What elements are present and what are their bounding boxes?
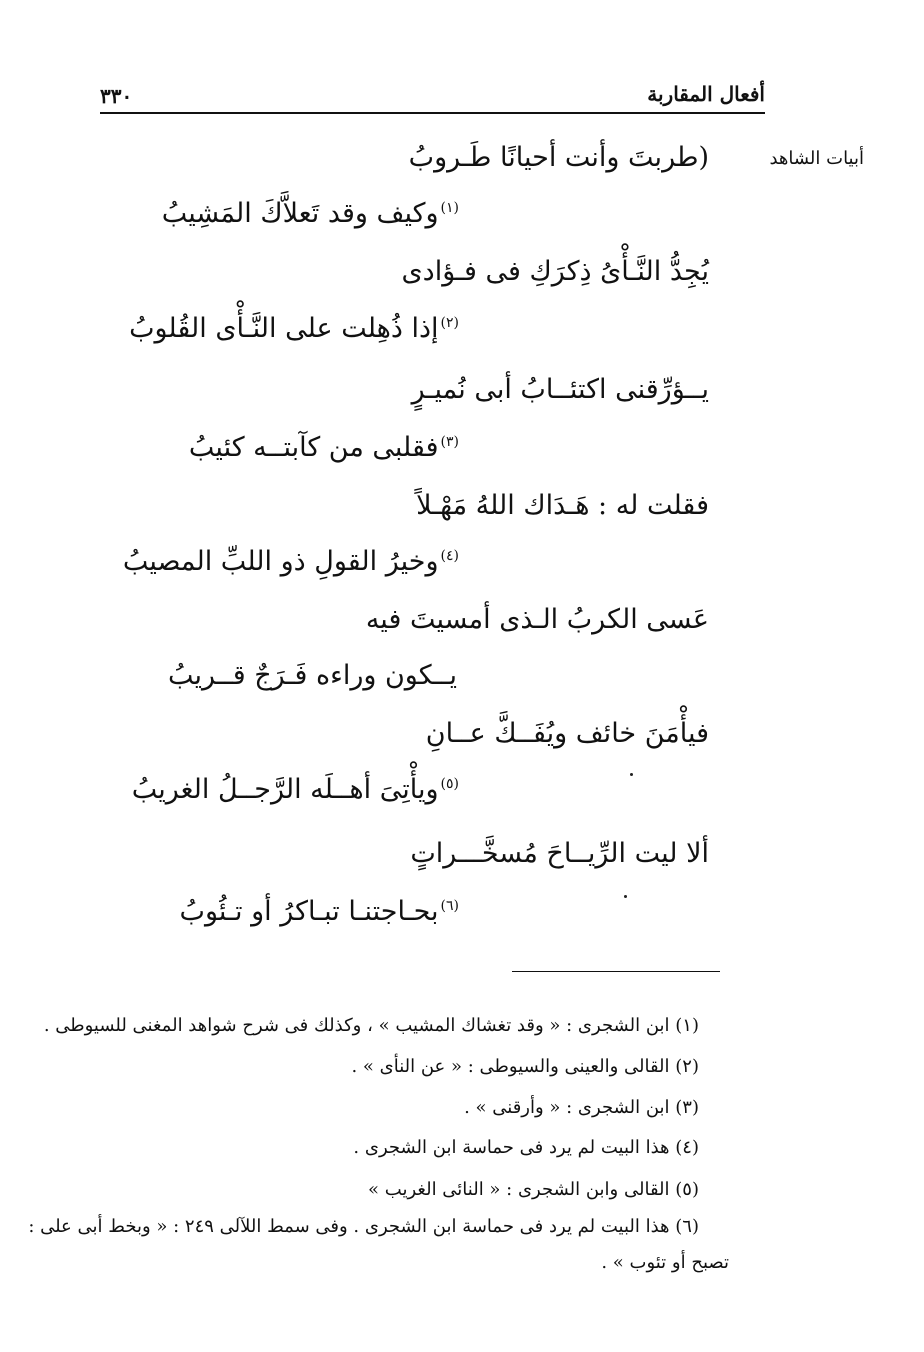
footnote: (٥) القالى وابن الشجرى : « النائى الغريب »	[368, 1179, 699, 1200]
verse-line: فقلت له : هَـدَاك اللهُ مَهْـلاً	[416, 490, 709, 521]
footnote: (٣) ابن الشجرى : « وأرقنى » .	[464, 1097, 699, 1118]
verse-line: فيأْمَنَ خائف ويُفَــكَّ عــانِ	[425, 718, 709, 749]
speck	[624, 895, 627, 898]
footnote: (٢) القالى والعينى والسيوطى : « عن النأى » .	[351, 1056, 699, 1077]
verse-line: $^{(٥)}$ويأْتِىَ أهــلَه الرَّجــلُ الغريبُ	[131, 774, 459, 805]
verse-line: $^{(٢)}$إذا ذُهِلت على النَّـأْى القُلوبُ	[129, 313, 459, 344]
footnote: (١) ابن الشجرى : « وقد تغشاك المشيب » ، وكذلك فى شرح شواهد المغنى للسيوطى .	[43, 1015, 699, 1036]
verse-line: $^{(٤)}$وخيرُ القولِ ذو اللبِّ المصيبُ	[122, 546, 459, 577]
footnote: (٦) هذا البيت لم يرد فى حماسة ابن الشجرى . وفى سمط اللآلى ٢٤٩ : « وبخط أبى على :	[28, 1216, 699, 1237]
verse-line: يُجِدُّ النَّـأْىُ ذِكرَكِ فى فـؤادى	[401, 256, 709, 287]
verse-line: عَسى الكربُ الـذى أمسيتَ فيه	[365, 604, 709, 635]
verse-line: $^{(١)}$وكيف وقد تَعلاَّكَ المَشِيبُ	[161, 198, 459, 229]
verse-line: $^{(٦)}$بحـاجتنـا تبـاكرُ أو تـئُوبُ	[179, 896, 459, 927]
verse-line: يــؤرِّقنى اكتئــابُ أبى نُميـرٍ	[411, 374, 709, 405]
running-title: أفعال المقاربة	[647, 82, 765, 106]
footnote: (٤) هذا البيت لم يرد فى حماسة ابن الشجرى .	[353, 1137, 699, 1158]
side-label: أبيات الشاهد	[769, 148, 864, 169]
speck	[630, 773, 633, 776]
page-number: ٣٣٠	[100, 84, 133, 108]
header-rule	[100, 112, 765, 114]
verse-line: $^{(٣)}$فقلبى من كآبتــه كئيبُ	[188, 432, 459, 463]
verse-line: ألا ليت الرِّيــاحَ مُسخَّـــراتٍ	[410, 838, 709, 869]
page-header	[100, 78, 765, 112]
footnote-rule	[512, 971, 720, 972]
verse-line: يــكون وراءه فَـرَجٌ قــريبُ	[168, 660, 457, 691]
verse-line: (طربتَ وأنت أحيانًا طَـروبُ	[408, 142, 709, 173]
footnote: تصبح أو تئوب » .	[601, 1252, 729, 1273]
